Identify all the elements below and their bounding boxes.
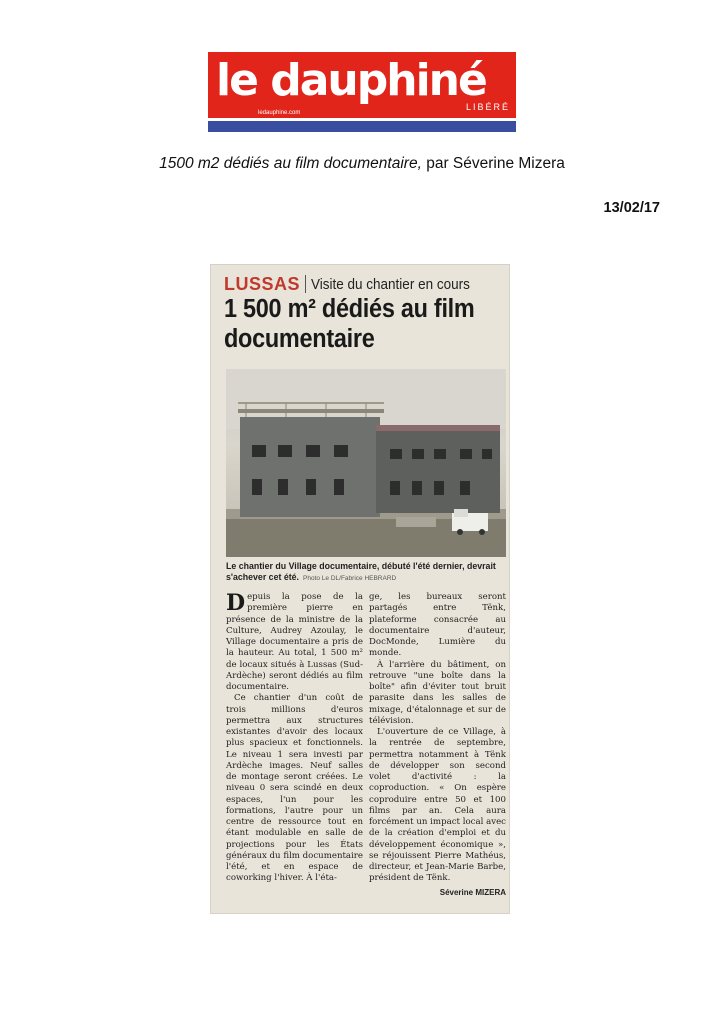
paragraph-text: epuis la pose de la première pierre en présence de la ministre de la Culture, Audrey Azoulay, le Village documentaire a pris de la hauteur. Au total, 1 500 m² de locaux situés à Lussas (Sud-Ardèche) seront dédiés au film documentaire. <box>226 592 363 692</box>
kicker-city: LUSSAS <box>224 274 301 294</box>
masthead-logo <box>208 52 516 132</box>
article-paragraph: L'ouverture de ce Village, à la rentrée de septembre, permettra notamment à Tënk de développer son second volet d'activité : la coproduction. « On espère coproduire entre 50 et 100 films par an. Cela aura forcément un impact local avec de la création d'emploi et du développement économique », se réjouissent Pierre Mathéus, directeur, et Jean-Marie Barbe, président de Tënk. <box>369 727 506 884</box>
article-paragraph: Ce chantier d'un coût de trois millions d'euros permettra aux structures existantes d'avoir des locaux plus spacieux et fonctionnels. Le niveau 1 sera investi par Ardèche images. Neuf salles de montage seront créées. Le niveau 0 sera scindé en deux espaces, l'un pour les formations, l'autre pour un centre de ressource tout en étant modulable en salle de projections pour les États généraux du film documentaire l'été, et en espace de coworking l'hiver. À l'éta- <box>226 693 363 884</box>
logo-blue-band <box>208 121 516 132</box>
article-kicker <box>224 272 488 294</box>
kicker-separator <box>305 275 306 293</box>
document-date: 13/02/17 <box>603 200 660 216</box>
article-signature: Séverine MIZERA <box>439 887 506 897</box>
newspaper-clipping <box>210 264 510 914</box>
drop-cap: D <box>226 590 246 616</box>
kicker-subtitle: Visite du chantier en cours <box>311 276 470 293</box>
logo-name: le dauphiné <box>216 55 486 106</box>
article-paragraph <box>226 592 363 693</box>
article-body <box>226 592 506 902</box>
logo-url: ledauphine.com <box>254 110 304 116</box>
building-construction-illustration <box>226 369 506 557</box>
article-photo <box>226 369 506 557</box>
article-column-1 <box>226 592 363 902</box>
article-paragraph: À l'arrière du bâtiment, on retrouve "une boîte dans la boîte" afin d'éviter tout bruit parasite dans les salles de mixage, d'étalonnage et sur de télévision. <box>369 659 506 726</box>
document-title-italic: 1500 m2 dédiés au film documentaire, <box>159 155 422 172</box>
article-headline: 1 500 m² dédiés au film documentaire <box>224 295 475 353</box>
article-paragraph: ge, les bureaux seront partagés entre Tënk, plateforme consacrée au documentaire d'auteur, DocMonde, Lumière du monde. <box>369 592 506 659</box>
article-column-2 <box>369 592 506 902</box>
photo-caption-text: Le chantier du Village documentaire, débuté l'été dernier, devrait s'achever cet été. <box>226 561 496 582</box>
document-title-author: par Séverine Mizera <box>421 155 565 172</box>
document-title <box>0 155 724 173</box>
photo-caption <box>226 561 508 584</box>
photo-credit: Photo Le DL/Fabrice HEBRARD <box>303 575 397 582</box>
logo-subtitle: LIBÉRÉ <box>465 102 510 112</box>
